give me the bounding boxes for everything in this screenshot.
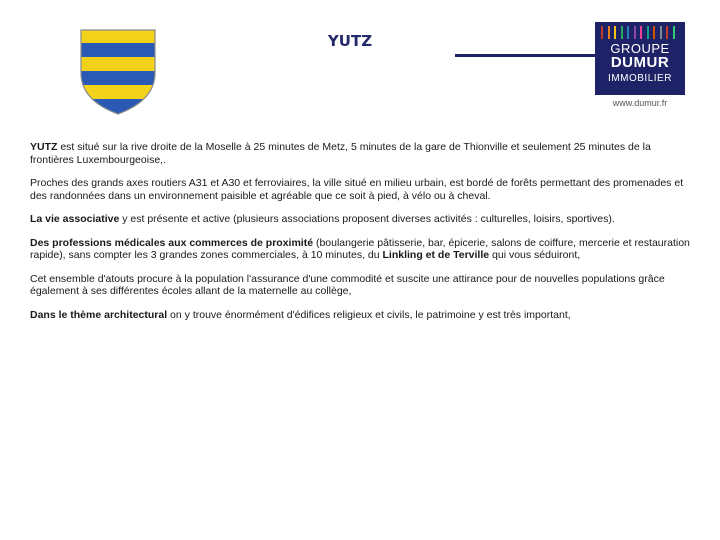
- coat-of-arms-icon: [79, 29, 157, 115]
- bold-inline: Linkling et de Terville: [382, 249, 490, 261]
- paragraph-text: on y trouve énormément d'édifices religieux et civils, le patrimoine y est très important,: [167, 308, 571, 321]
- logo-bar: [647, 26, 649, 39]
- groupe-dumur-logo: [595, 22, 685, 95]
- town-description: [30, 141, 690, 332]
- logo-line-2: DUMUR: [610, 54, 670, 71]
- logo-bar: [653, 26, 655, 39]
- logo-bar: [660, 26, 662, 39]
- logo-bar: [640, 26, 642, 39]
- paragraph-text: qui vous séduiront,: [489, 249, 581, 261]
- bold-lead: Des professions médicales aux commerces de proximité: [30, 236, 314, 249]
- paragraph-access: [30, 177, 690, 202]
- bold-lead: La vie associative: [30, 213, 120, 225]
- logo-line-3: IMMOBILIER: [608, 73, 672, 84]
- website-url: www.dumur.fr: [612, 98, 668, 108]
- logo-bar: [601, 26, 603, 39]
- paragraph-text: Proches des grands axes routiers A31 et A30 et ferroviaires, la ville situé en milieu urbain, est bordé de forêts permettant des promenades et des randonnées dans un environnement paisible et agréable que ce soit à pied, à vélo ou à cheval.: [30, 177, 684, 202]
- logo-bar: [634, 26, 636, 39]
- crest-stripe: [79, 99, 157, 115]
- crest-stripe: [79, 57, 157, 71]
- paragraph-text: est situé sur la rive droite de la Moselle à 25 minutes de Metz, 5 minutes de la gare de Thionville et seulement 25 minutes de la frontières Luxembourgeoise,.: [30, 141, 651, 166]
- logo-bar: [627, 26, 629, 39]
- logo-bar: [673, 26, 675, 39]
- page-title: YUTZ: [327, 32, 373, 50]
- paragraph-associations: [30, 213, 690, 226]
- crest-stripe: [79, 43, 157, 57]
- logo-bar: [614, 26, 616, 39]
- paragraph-architecture: [30, 309, 690, 322]
- paragraph-commerce: [30, 237, 690, 262]
- paragraph-text: y est présente et active (plusieurs associations proposent diverses activités : culturelles, loisirs, sportives).: [119, 213, 615, 225]
- bold-lead: YUTZ: [30, 141, 58, 153]
- paragraph-location: [30, 141, 690, 166]
- logo-bar: [608, 26, 610, 39]
- logo-line-1: GROUPE: [610, 41, 670, 56]
- crest-stripe: [79, 71, 157, 85]
- paragraph-text: Cet ensemble d'atouts procure à la population l'assurance d'une commodité et suscite une attirance pour de nouvelles populations grâce également à ses différentes écoles allant de la maternelle au collège,: [30, 272, 665, 297]
- bold-lead: Dans le thème architectural: [30, 308, 168, 321]
- logo-bar: [621, 26, 623, 39]
- paragraph-text: (boulangerie pâtisserie, bar, épicerie, salons de coiffure, mercerie et restauration rapide), sans compter les 3 grandes zones commerciales, à 10 minutes, du: [30, 236, 690, 261]
- crest-stripe: [79, 29, 157, 43]
- logo-bar: [666, 26, 668, 39]
- header-divider: [455, 54, 595, 57]
- logo-color-bars: [601, 26, 679, 39]
- paragraph-attractiveness: [30, 273, 690, 298]
